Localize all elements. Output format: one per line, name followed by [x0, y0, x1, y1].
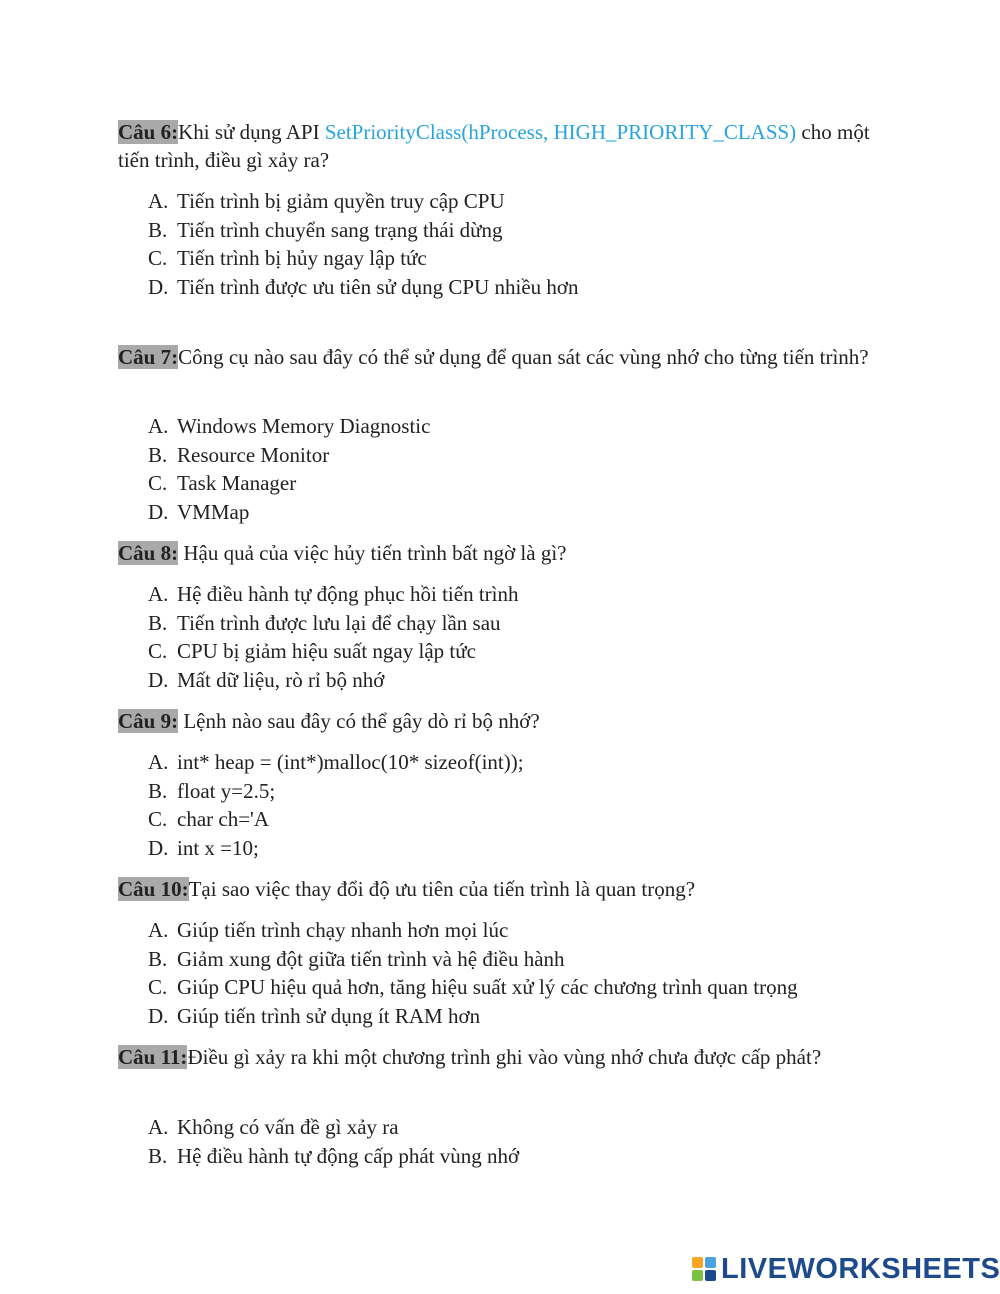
option-7c[interactable]: C. Task Manager	[148, 471, 297, 495]
option-10b[interactable]: B. Giảm xung đột giữa tiến trình và hệ điều hành	[148, 946, 565, 971]
question-6-label: Câu 6:	[118, 120, 179, 144]
api-call: SetPriorityClass(hProcess, HIGH_PRIORITY_CLASS)	[324, 120, 797, 144]
option-11a[interactable]: A. Không có vấn đề gì xảy ra	[148, 1115, 399, 1139]
question-7-options	[148, 412, 430, 526]
option-6d[interactable]: D. Tiến trình được ưu tiên sử dụng CPU nhiều hơn	[148, 274, 579, 299]
question-6-options	[148, 187, 579, 301]
option-8c[interactable]: C. CPU bị giảm hiệu suất ngay lập tức	[148, 639, 476, 663]
question-10-options	[148, 916, 798, 1030]
option-10a[interactable]: A. Giúp tiến trình chạy nhanh hơn mọi lúc	[148, 918, 509, 942]
option-9c[interactable]: C. char ch='A	[148, 807, 269, 831]
question-9-label: Câu 9:	[118, 709, 179, 733]
question-7-label: Câu 7:	[118, 345, 179, 369]
option-9b[interactable]: B. float y=2.5;	[148, 778, 276, 803]
liveworksheets-brand[interactable]	[692, 1253, 1000, 1285]
option-9a[interactable]: A. int* heap = (int*)malloc(10* sizeof(int));	[148, 750, 524, 774]
option-8d[interactable]: D. Mất dữ liệu, rò rỉ bộ nhớ	[148, 667, 385, 692]
question-11-options	[148, 1113, 519, 1170]
question-10-label: Câu 10:	[118, 877, 189, 901]
option-10c[interactable]: C. Giúp CPU hiệu quả hơn, tăng hiệu suất xử lý các chương trình quan trọng	[148, 975, 798, 999]
question-8-text: Câu 8: Hậu quả của việc hủy tiến trình bất ngờ là gì?	[118, 541, 567, 565]
option-10d[interactable]: D. Giúp tiến trình sử dụng ít RAM hơn	[148, 1003, 481, 1028]
option-6c[interactable]: C. Tiến trình bị hủy ngay lập tức	[148, 246, 427, 270]
option-8a[interactable]: A. Hệ điều hành tự động phục hồi tiến trình	[148, 582, 519, 606]
question-7-text: Câu 7:Công cụ nào sau đây có thể sử dụng để quan sát các vùng nhớ cho từng tiến trình?	[118, 345, 869, 369]
question-11-text: Câu 11:Điều gì xảy ra khi một chương trình ghi vào vùng nhớ chưa được cấp phát?	[118, 1045, 822, 1069]
question-6-text: Câu 6:Khi sử dụng API SetPriorityClass(hProcess, HIGH_PRIORITY_CLASS) cho một tiến trình, điều gì xảy ra?	[118, 120, 870, 172]
option-6b[interactable]: B. Tiến trình chuyển sang trạng thái dừng	[148, 217, 503, 242]
option-7d[interactable]: D. VMMap	[148, 499, 250, 524]
option-8b[interactable]: B. Tiến trình được lưu lại để chạy lần sau	[148, 610, 501, 635]
question-9-text: Câu 9: Lệnh nào sau đây có thể gây dò rỉ bộ nhớ?	[118, 709, 540, 733]
question-8-options	[148, 580, 519, 694]
liveworksheets-logo-icon	[692, 1257, 716, 1281]
question-8-label: Câu 8:	[118, 541, 179, 565]
option-7b[interactable]: B. Resource Monitor	[148, 442, 330, 467]
brand-name: LIVEWORKSHEETS	[721, 1252, 1000, 1285]
question-11-label: Câu 11:	[118, 1045, 188, 1069]
option-9d[interactable]: D. int x =10;	[148, 835, 259, 860]
option-7a[interactable]: A. Windows Memory Diagnostic	[148, 414, 431, 438]
question-10-text: Câu 10:Tại sao việc thay đổi độ ưu tiên của tiến trình là quan trọng?	[118, 877, 696, 901]
option-11b[interactable]: B. Hệ điều hành tự động cấp phát vùng nhớ	[148, 1143, 520, 1168]
option-6a[interactable]: A. Tiến trình bị giảm quyền truy cập CPU	[148, 189, 505, 213]
question-9-options	[148, 748, 524, 862]
